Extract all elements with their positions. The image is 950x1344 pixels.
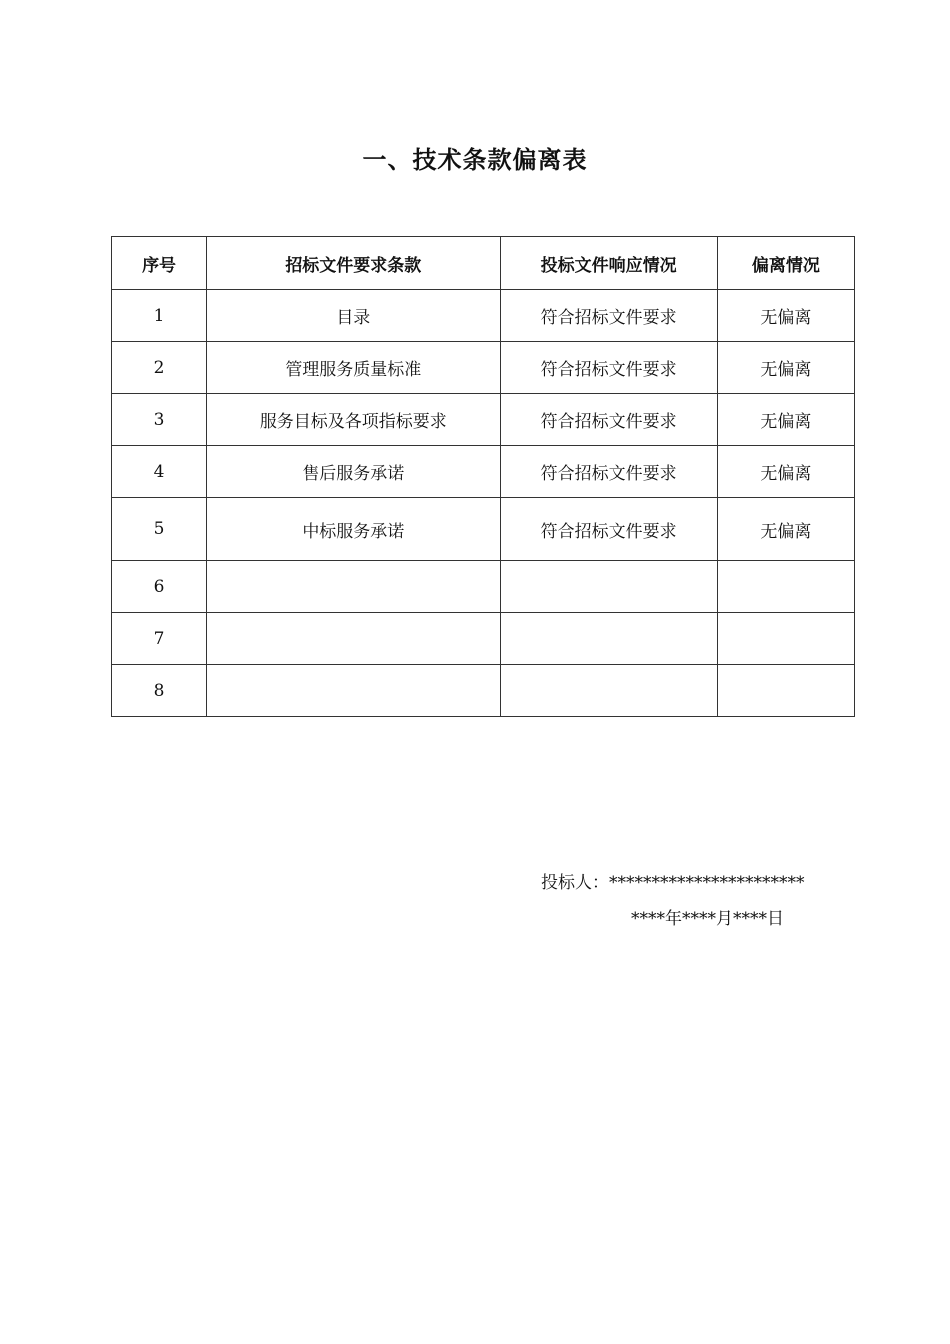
cell-bid-response [500,561,717,613]
bidder-label: 投标人： [541,873,609,893]
cell-tender-clause [207,613,500,665]
cell-bid-response: 符合招标文件要求 [500,290,717,342]
cell-serial-no: 4 [112,446,207,498]
cell-serial-no: 7 [112,613,207,665]
table-header-row [112,237,855,290]
table-row [112,498,855,561]
cell-tender-clause: 管理服务质量标准 [207,342,500,394]
signature-date: ****年****月****日 [631,909,784,929]
cell-bid-response [500,665,717,717]
bidder-signature-line [541,868,805,893]
page-title: 一、技术条款偏离表 [362,146,588,174]
cell-serial-no: 5 [112,498,207,561]
header-tender-clause: 招标文件要求条款 [207,237,500,290]
technical-deviation-table [111,236,855,717]
header-bid-response: 投标文件响应情况 [500,237,717,290]
cell-deviation [717,665,854,717]
cell-serial-no: 6 [112,561,207,613]
cell-bid-response: 符合招标文件要求 [500,446,717,498]
cell-deviation: 无偏离 [717,446,854,498]
cell-tender-clause [207,561,500,613]
table-row [112,394,855,446]
table-row [112,290,855,342]
cell-bid-response: 符合招标文件要求 [500,498,717,561]
table-row [112,665,855,717]
table-row [112,613,855,665]
cell-tender-clause: 售后服务承诺 [207,446,500,498]
cell-tender-clause [207,665,500,717]
cell-bid-response: 符合招标文件要求 [500,342,717,394]
cell-serial-no: 1 [112,290,207,342]
cell-deviation [717,613,854,665]
cell-tender-clause: 目录 [207,290,500,342]
table-row [112,342,855,394]
header-deviation: 偏离情况 [717,237,854,290]
cell-deviation: 无偏离 [717,498,854,561]
cell-deviation: 无偏离 [717,394,854,446]
table-row [112,446,855,498]
cell-serial-no: 3 [112,394,207,446]
cell-serial-no: 2 [112,342,207,394]
cell-deviation: 无偏离 [717,290,854,342]
cell-bid-response: 符合招标文件要求 [500,394,717,446]
cell-deviation: 无偏离 [717,342,854,394]
cell-tender-clause: 中标服务承诺 [207,498,500,561]
header-serial-no: 序号 [112,237,207,290]
bidder-name-placeholder: *********************** [609,873,805,893]
table-row [112,561,855,613]
cell-bid-response [500,613,717,665]
cell-deviation [717,561,854,613]
cell-serial-no: 8 [112,665,207,717]
cell-tender-clause: 服务目标及各项指标要求 [207,394,500,446]
